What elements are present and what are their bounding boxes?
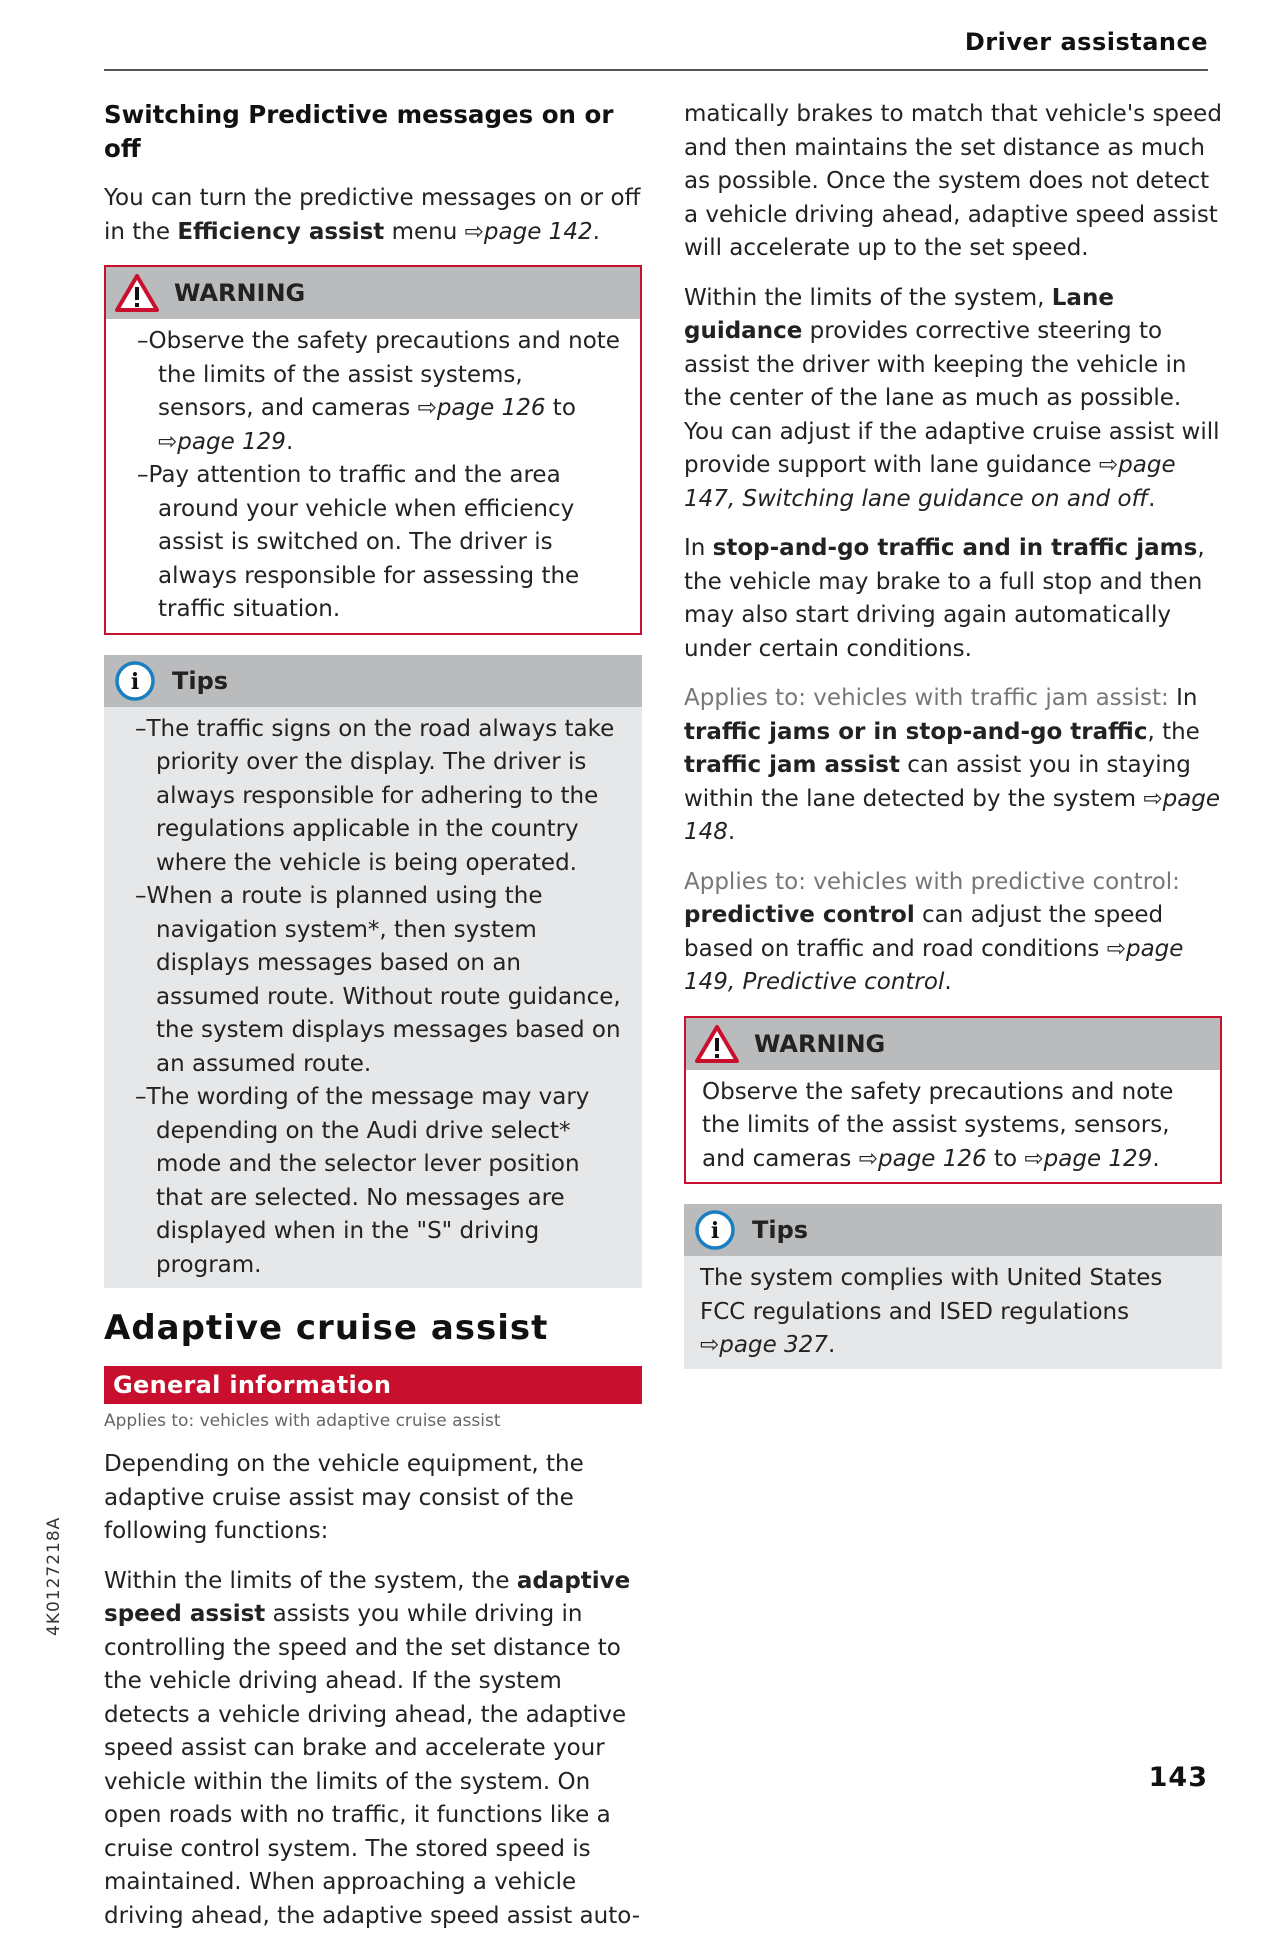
warning-body	[106, 319, 640, 633]
general-information-bar: General information	[104, 1366, 642, 1404]
tips-box	[104, 655, 642, 1289]
paragraph-equipment: Depending on the vehicle equipment, the adaptive cruise assist may consist of the following functions:	[104, 1451, 584, 1544]
section-title: Driver assistance	[964, 28, 1208, 56]
paragraph-continued: matically brakes to match that vehicle's speed and then maintains the set distance as much as possible. Once the system does not detect a vehicle driving ahead, adaptive speed assist will accelerate up to the set speed.	[684, 101, 1222, 261]
warning-item: – Observe the safety precautions and note the limits of the assist systems, sensors, and cameras ⇨page 126 to ⇨page 129.	[122, 325, 622, 459]
paragraph-stop-and-go: In stop-and-go traffic and in traffic jams, the vehicle may brake to a full stop and then may also start driving again automatically under certain conditions.	[684, 535, 1205, 662]
paragraph-predictive-toggle: You can turn the predictive messages on or off in the Efficiency assist menu ⇨page 142.	[104, 185, 641, 245]
warning-triangle-icon	[114, 270, 160, 316]
page-link[interactable]: ⇨page 142	[464, 218, 593, 245]
page-link[interactable]: ⇨page 129	[158, 428, 286, 455]
paragraph-lane-guidance: Within the limits of the system, Lane guidance provides corrective steering to assist the driver with keeping the vehicle in the center of the lane as much as possible. You can adjust if the adaptive cruise assist will provide support with lane guidance ⇨page 147, Switching lane guidance on and off.	[684, 284, 1220, 512]
svg-text:i: i	[130, 668, 140, 695]
paragraph-predictive-control: Applies to: vehicles with predictive control: predictive control can adjust the speed based on traffic and road conditions ⇨page 149, Predictive control.	[684, 868, 1184, 995]
info-icon	[112, 658, 158, 704]
tip-item: – When a route is planned using the navigation system*, then system displays messages based on an assumed route. Without route guidance, the system displays messages based on an assumed route.	[120, 880, 624, 1081]
paragraph-traffic-jam-assist: Applies to: vehicles with traffic jam assist: In traffic jams or in stop-and-go traffic, the traffic jam assist can assist you in staying within the lane detected by the system ⇨page 148.	[684, 685, 1221, 845]
tips-body	[684, 1256, 1222, 1369]
page-link[interactable]: ⇨page 148	[684, 785, 1221, 845]
tips-header	[104, 655, 642, 707]
warning-triangle-icon	[694, 1021, 740, 1067]
tips-title: Tips	[752, 1216, 809, 1244]
warning-box	[104, 265, 642, 635]
document-code: 4K0127218A	[44, 1516, 64, 1636]
left-column	[104, 98, 642, 1949]
warning-header	[106, 267, 640, 319]
warning-title: WARNING	[754, 1029, 886, 1058]
chapter-title: Adaptive cruise assist	[104, 1308, 549, 1348]
page-number: 143	[1148, 1762, 1208, 1793]
tip-item: – The traffic signs on the road always take priority over the display. The driver is always responsible for adhering to the regulations applicable in the country where the vehicle is being operated.	[120, 713, 624, 881]
warning-box	[684, 1016, 1222, 1185]
tip-item: – The wording of the message may vary depending on the Audi drive select* mode and the selector lever position that are selected. No messages are displayed when in the "S" driving program.	[120, 1081, 624, 1282]
paragraph-adaptive-speed: Within the limits of the system, the adaptive speed assist assists you while driving in controlling the speed and the set distance to the vehicle driving ahead. If the system detects a vehicle driving ahead, the adaptive speed assist can brake and accelerate your vehicle within the limits of the system. On open roads with no traffic, it functions like a cruise control system. The stored speed is maintained. When approaching a vehicle driving ahead, the adaptive speed assist auto-	[104, 1567, 641, 1929]
page-link[interactable]: ⇨page 327	[700, 1332, 828, 1358]
warning-body	[686, 1070, 1220, 1183]
page-link[interactable]: ⇨page 126	[858, 1145, 987, 1172]
tips-header	[684, 1204, 1222, 1256]
header-rule	[104, 69, 1208, 71]
tips-title: Tips	[172, 666, 229, 695]
applies-to-note: Applies to: vehicles with adaptive cruise assist	[104, 1411, 501, 1431]
tips-box	[684, 1204, 1222, 1369]
warning-header	[686, 1018, 1220, 1070]
page-link[interactable]: ⇨page 149, Predictive control	[684, 935, 1184, 995]
page-link[interactable]: ⇨page 147, Switching lane guidance on and off	[684, 452, 1176, 512]
heading-predictive-messages: Switching Predictive messages on or off	[104, 100, 614, 163]
tips-body	[104, 707, 642, 1289]
info-icon	[692, 1207, 738, 1253]
page-link[interactable]: ⇨page 129	[1024, 1145, 1153, 1172]
warning-text: Observe the safety precautions and note the limits of the assist systems, sensors, and cameras ⇨page 126 to ⇨page 129.	[702, 1078, 1174, 1172]
tip-text: The system complies with United States FCC regulations and ISED regulations ⇨page 327.	[700, 1265, 1163, 1358]
svg-text:i: i	[710, 1218, 720, 1244]
right-column	[684, 98, 1222, 1389]
warning-item: – Pay attention to traffic and the area around your vehicle when efficiency assist is switched on. The driver is always responsible for assessing the traffic situation.	[122, 459, 622, 627]
page-link[interactable]: ⇨page 126	[417, 395, 546, 421]
warning-title: WARNING	[174, 279, 306, 307]
